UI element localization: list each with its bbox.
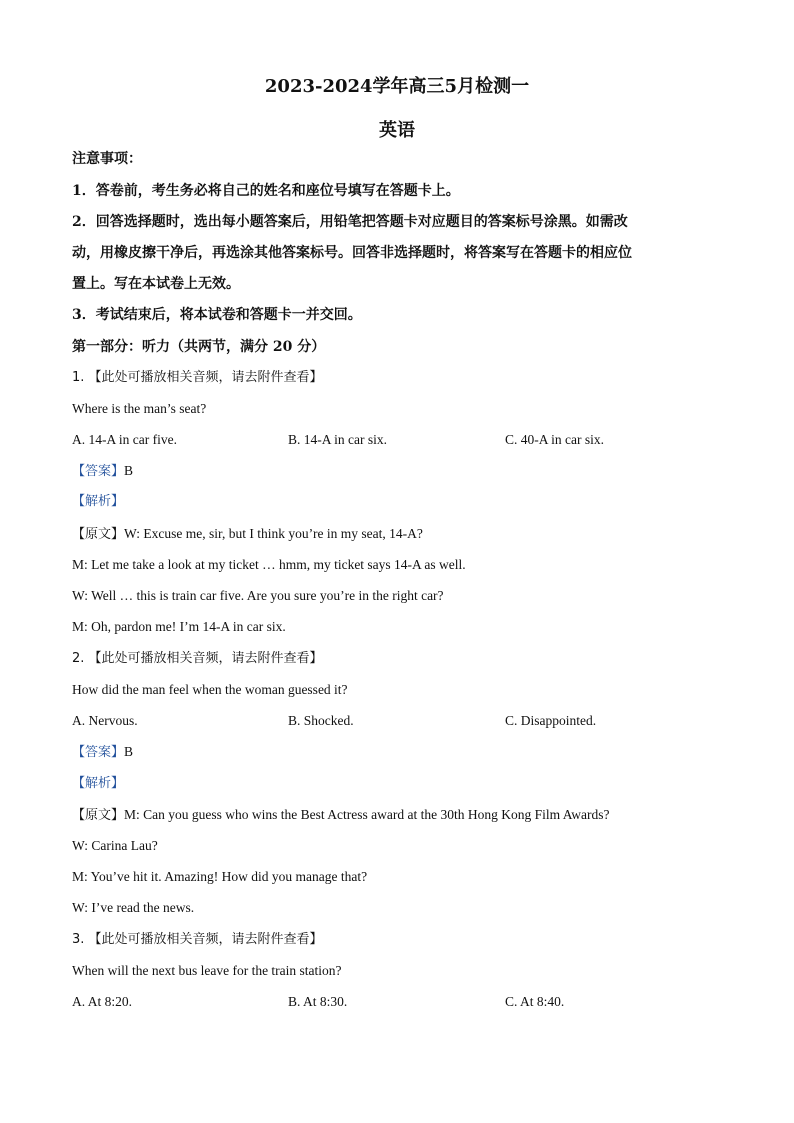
answer-value: B [124, 463, 134, 478]
question-2-transcript-line-3: M: You’ve hit it. Amazing! How did you manage that? [72, 869, 368, 884]
notice-heading: 注意事项： [72, 151, 142, 167]
question-2-transcript-line-1 [72, 806, 609, 825]
question-1-transcript-line-2: M: Let me take a look at my ticket … hmm, my ticket says 14-A as well. [72, 557, 466, 572]
transcript-tag: 【原文】 [72, 808, 125, 823]
question-2-answer [72, 743, 133, 762]
question-3-option-b: B. At 8:30. [288, 994, 348, 1009]
question-1-analysis-tag: 【解析】 [72, 494, 125, 509]
notice-item-3: 3．考试结束后，将本试卷和答题卡一并交回。 [72, 307, 362, 323]
question-1-option-a: A. 14-A in car five. [72, 432, 177, 447]
exam-title: 2023-2024学年高三5月检测一 [264, 76, 530, 97]
question-3-option-a: A. At 8:20. [72, 994, 133, 1009]
answer-tag: 【答案】 [72, 745, 125, 760]
question-1-transcript-line-3: W: Well … this is train car five. Are you sure you’re in the right car? [72, 588, 444, 603]
question-2-option-c: C. Disappointed. [505, 713, 597, 728]
notice-item-2-line-3: 置上。写在本试卷上无效。 [72, 276, 240, 292]
question-1-transcript-line-4: M: Oh, pardon me! I’m 14-A in car six. [72, 619, 286, 634]
question-1-text: Where is the man’s seat? [72, 401, 207, 416]
answer-value: B [124, 744, 134, 759]
question-2-transcript-line-2: W: Carina Lau? [72, 838, 158, 853]
notice-item-2-line-2: 动，用橡皮擦干净后，再选涂其他答案标号。回答非选择题时，将答案写在答题卡的相应位 [72, 245, 632, 261]
notice-item-1: 1．答卷前，考生务必将自己的姓名和座位号填写在答题卡上。 [72, 183, 460, 199]
question-3-text: When will the next bus leave for the train station? [72, 963, 342, 978]
transcript-text: W: Excuse me, sir, but I think you’re in my seat, 14-A? [124, 526, 423, 541]
question-1-transcript-line-1 [72, 525, 423, 544]
question-1-audio-line[interactable]: 1. 【此处可播放相关音频，请去附件查看】 [72, 370, 323, 385]
exam-subject: 英语 [379, 120, 415, 141]
section-heading: 第一部分：听力（共两节，满分 20 分） [72, 339, 326, 355]
question-1-option-b: B. 14-A in car six. [288, 432, 387, 447]
question-3-audio-line[interactable]: 3. 【此处可播放相关音频，请去附件查看】 [72, 932, 323, 947]
question-2-option-a: A. Nervous. [72, 713, 138, 728]
notice-item-2-line-1: 2．回答选择题时，选出每小题答案后，用铅笔把答题卡对应题目的答案标号涂黑。如需改 [72, 214, 628, 230]
transcript-text: M: Can you guess who wins the Best Actress award at the 30th Hong Kong Film Awards? [124, 807, 610, 822]
question-3-option-c: C. At 8:40. [505, 994, 565, 1009]
question-1-answer [72, 462, 133, 481]
question-2-analysis-tag: 【解析】 [72, 776, 125, 791]
question-1-option-c: C. 40-A in car six. [505, 432, 604, 447]
transcript-tag: 【原文】 [72, 527, 125, 542]
question-2-audio-line[interactable]: 2. 【此处可播放相关音频，请去附件查看】 [72, 651, 323, 666]
question-2-option-b: B. Shocked. [288, 713, 354, 728]
question-2-transcript-line-4: W: I’ve read the news. [72, 900, 195, 915]
answer-tag: 【答案】 [72, 464, 125, 479]
question-2-text: How did the man feel when the woman guessed it? [72, 682, 348, 697]
